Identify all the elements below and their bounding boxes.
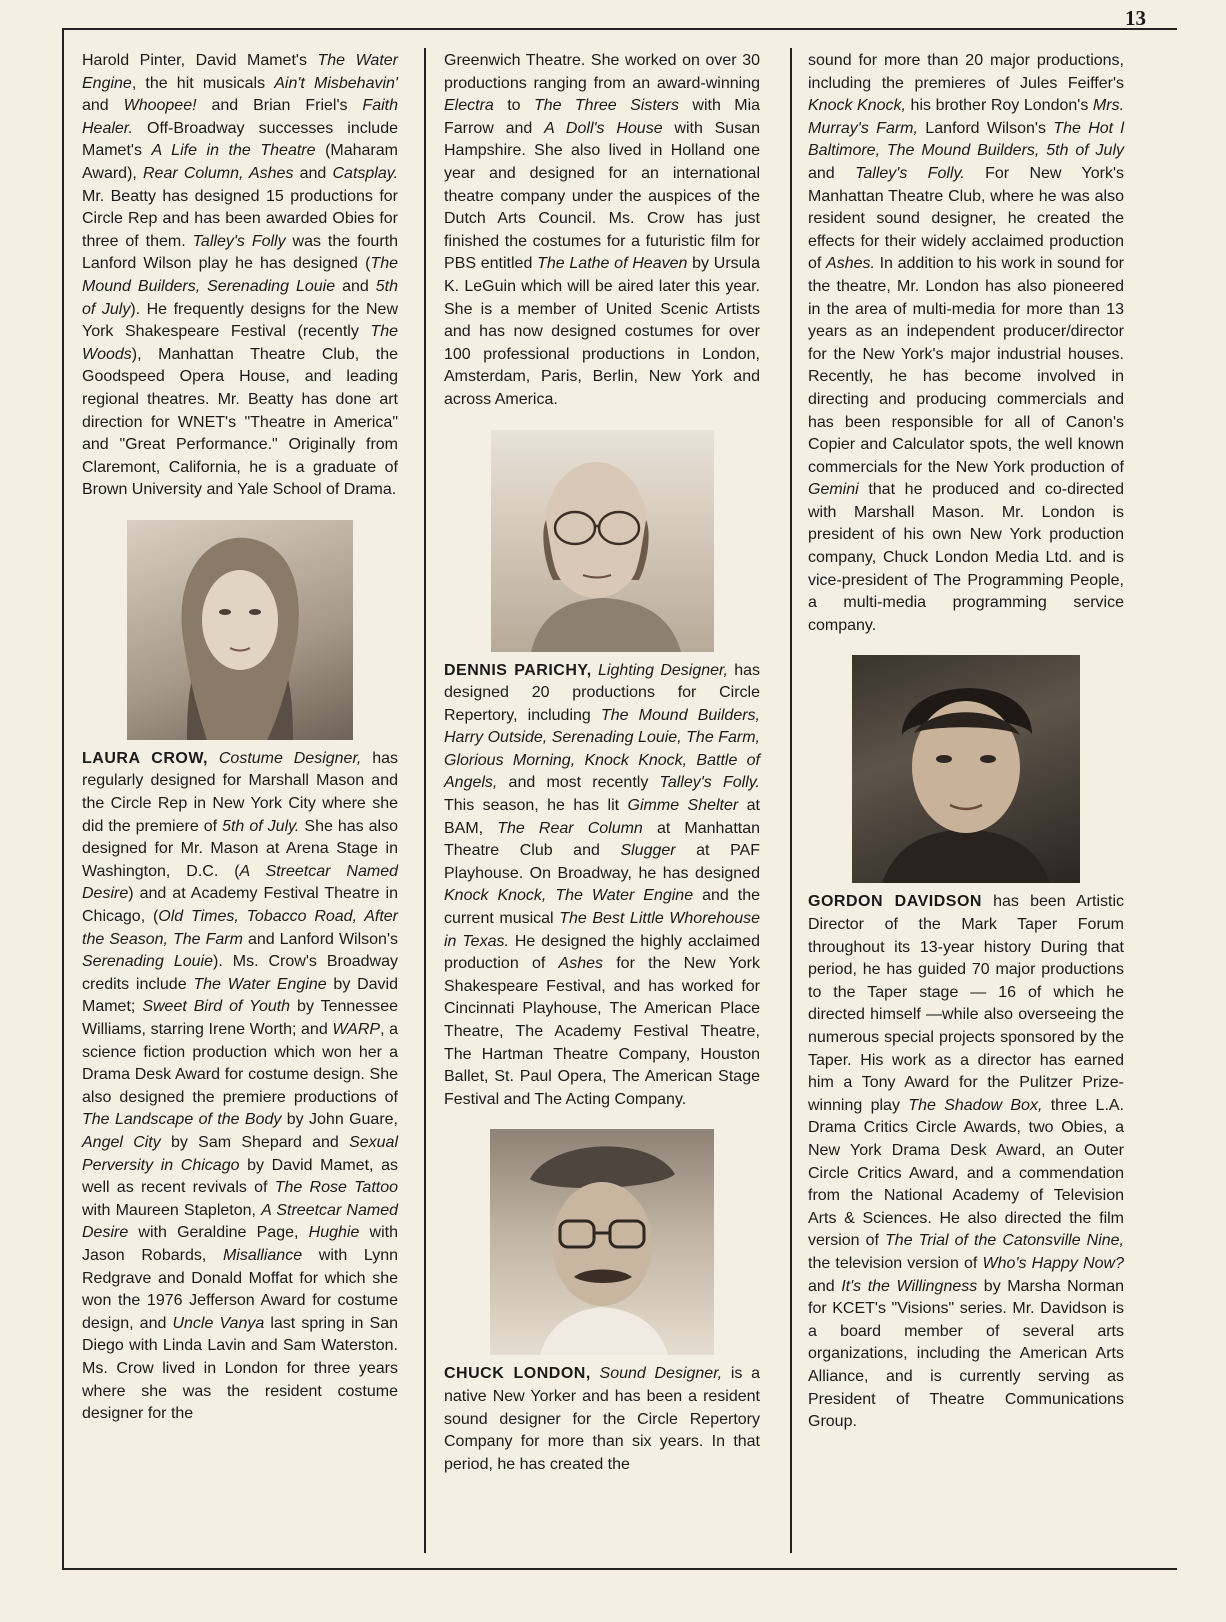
- column-1: [82, 50, 398, 1426]
- title-italic: Sexual Perversity in Chicago: [82, 1133, 398, 1174]
- title-italic: Who's Happy Now?: [982, 1254, 1124, 1272]
- title-italic: Talley's Folly.: [855, 164, 965, 182]
- title-italic: Catsplay.: [332, 164, 399, 182]
- title-italic: A Doll's House: [544, 119, 663, 137]
- title-italic: Slugger: [620, 842, 676, 860]
- title-italic: Gemini: [808, 481, 859, 499]
- title-italic: The Hot l Baltimore, The Mound Builders, 5th of July: [808, 119, 1124, 160]
- title-italic: The Three Sisters: [533, 97, 679, 115]
- title-italic: Electra: [444, 97, 494, 115]
- title-italic: The Water Engine: [82, 52, 398, 92]
- chuck-london-photo: [490, 1129, 714, 1355]
- laura-crow-photo: [127, 520, 353, 740]
- title-italic: The Shadow Box,: [908, 1096, 1043, 1114]
- title-italic: The Rose Tattoo: [274, 1179, 399, 1197]
- title-italic: Ain't Misbehavin': [274, 74, 398, 92]
- gordon-davidson-bio: [808, 891, 1124, 1433]
- title-italic: WARP: [332, 1021, 381, 1038]
- title-italic: Ashes: [558, 955, 603, 973]
- gordon-davidson-photo: [852, 655, 1080, 883]
- title-italic: Knock Knock, The Water Engine: [444, 887, 694, 905]
- beatty-bio-continued: Harold Pinter, David Mamet's The Water Engine, the hit musicals Ain't Misbehavin' and Whoopee! and Brian Friel's Faith Healer. Off-Broadway successes include Mamet's A Life in the Theatre (Maharam Award), Rear Column, Ashes and Catsplay. Mr. Beatty has designed 15 productions for Circle Rep and has been awarded Obies for three of them. Talley's Folly was the fourth Lanford Wilson play he has designed (The Mound Builders, Serenading Louie and 5th of July). He frequently designs for the New York Shakespeare Festival (recently The Woods), Manhattan Theatre Club, the Goodspeed Opera House, and leading regional theatres. Mr. Beatty has done art direction for WNET's "Theatre in America" and "Great Performance." Originally from Claremont, California, he is a graduate of Brown University and Yale School of Drama.: [82, 52, 399, 499]
- title-italic: Whoopee!: [123, 97, 197, 115]
- column-2: [444, 50, 760, 1476]
- title-italic: Serenading Louie: [82, 953, 213, 971]
- dennis-parichy-bio-text: Lighting Designer, has designed 20 productions for Circle Repertory, including The Mound Builders, Harry Outside, Serenading Louie, The Farm, Glorious Morning, Knock Knock, Battle of Angels, and most recently Talley's Folly. This season, he has lit Gimme Shelter at BAM, The Rear Column at Manhattan Theatre Club and Slugger at PAF Playhouse. On Broadway, he has designed Knock Knock, The Water Engine and the current musical The Best Little Whorehouse in Texas. He designed the highly acclaimed production of Ashes for the New York Shakespeare Festival, and has worked for Cincinnati Playhouse, The American Place Theatre, The Academy Festival Theatre, The Hartman Theatre Company, Houston Ballet, St. Paul Opera, The American Stage Festival and The Acting Company.: [444, 661, 761, 1108]
- column-rule: [790, 48, 792, 1553]
- title-italic: The Trial of the Catonsville Nine,: [885, 1232, 1124, 1250]
- portrait-chuck-london: [490, 1129, 714, 1355]
- title-italic: The Landscape of the Body: [82, 1111, 282, 1129]
- title-italic: The Water Engine: [193, 975, 327, 993]
- title-italic: The Lathe of Heaven: [537, 255, 688, 273]
- title-italic: Old Times, Tobacco Road, After the Season, The Farm: [82, 908, 399, 948]
- crow-bio-continued: Greenwich Theatre. She worked on over 30 productions ranging from an award-winning Electra to The Three Sisters with Mia Farrow and A Doll's House with Susan Hampshire. She also lived in Holland one year and designed for an international theatre company under the auspices of the Dutch Arts Council. Ms. Crow has just finished the costumes for a futuristic film for PBS entitled The Lathe of Heaven by Ursula K. LeGuin which will be aired later this year. She is a member of United Scenic Artists and has now designed costumes for over 100 professional productions in London, Amsterdam, Paris, Berlin, New York and across America.: [444, 52, 761, 408]
- portrait-gordon-davidson: [852, 655, 1080, 883]
- chuck-london-bio-text: Sound Designer, is a native New Yorker and has been a resident sound designer for the Circle Repertory Company for more than six years. In that period, he has created the: [444, 1365, 761, 1473]
- title-italic: The Woods: [82, 323, 398, 363]
- chuck-london-bio: [444, 1363, 760, 1476]
- dennis-parichy-bio: [444, 660, 760, 1112]
- title-italic: It's the Willingness: [841, 1277, 978, 1295]
- column-3: [808, 50, 1124, 1434]
- chuck-london-name: CHUCK LONDON,: [444, 1365, 591, 1383]
- title-italic: Faith Healer.: [82, 97, 398, 137]
- london-bio-continued: sound for more than 20 major productions, including the premieres of Jules Feiffer's Knock Knock, his brother Roy London's Mrs. Murray's Farm, Lanford Wilson's The Hot l Baltimore, The Mound Builders, 5th of July and Talley's Folly. For New York's Manhattan Theatre Club, where he was also resident sound designer, he created the effects for their widely acclaimed production of Ashes. In addition to his work in sound for the theatre, Mr. London has also pioneered in the area of multi-media for more than 13 years as an independent producer/director for the New York's major industrial houses. Recently, he has become involved in directing and producing commercials and has been responsible for all of Canon's Copier and Calculator spots, the well known commercials for the New York production of Gemini that he produced and co-directed with Marshall Mason. Mr. London is president of his own New York production company, Chuck London Media Ltd. and is vice-president of The Programming People, a multi-media programming service company.: [808, 52, 1125, 634]
- title-italic: Uncle Vanya: [172, 1314, 265, 1332]
- title-italic: Costume Designer,: [218, 749, 362, 767]
- title-italic: Sweet Bird of Youth: [142, 998, 291, 1016]
- title-italic: A Streetcar Named Desire: [82, 862, 398, 903]
- dennis-parichy-photo: [491, 430, 714, 652]
- page-number: 13: [1125, 6, 1146, 30]
- column-rule: [424, 48, 426, 1553]
- title-italic: Ashes.: [826, 255, 875, 273]
- title-italic: 5th of July.: [222, 817, 300, 835]
- title-italic: Sound Designer,: [599, 1365, 723, 1383]
- portrait-dennis-parichy: [491, 430, 714, 652]
- title-italic: The Rear Column: [497, 819, 643, 837]
- gordon-davidson-bio-text: has been Artistic Director of the Mark Taper Forum throughout its 13-year history During that period, he has guided 70 major productions to the Taper stage — 16 of which he directed himself —while also overseeing the numerous special projects sponsored by the Taper. His work as a director has earned him a Tony Award for the Pulitzer Prize-winning play The Shadow Box, three L.A. Drama Critics Circle Awards, two Obies, a New York Drama Desk Award, an Outer Circle Critics Award, and a commendation from the National Academy of Television Arts & Sciences. He also directed the film version of The Trial of the Catonsville Nine, the television version of Who's Happy Now? and It's the Willingness by Marsha Norman for KCET's "Visions" series. Mr. Davidson is a board member of several arts organizations, including the American Arts Alliance, and is currently serving as President of Theatre Communications Group.: [808, 893, 1125, 1431]
- title-italic: Talley's Folly: [192, 232, 286, 250]
- title-italic: Angel City: [82, 1133, 161, 1151]
- portrait-laura-crow: [127, 520, 353, 740]
- title-italic: Knock Knock,: [808, 97, 906, 115]
- title-italic: A Life in the Theatre: [151, 142, 316, 160]
- laura-crow-bio-text: Costume Designer, has regularly designed for Marshall Mason and the Circle Rep in New York City where she did the premiere of 5th of July. She has also designed for Mr. Mason at Arena Stage in Washington, D.C. (A Streetcar Named Desire) and at Academy Festival Theatre in Chicago, (Old Times, Tobacco Road, After the Season, The Farm and Lanford Wilson's Serenading Louie). Ms. Crow's Broadway credits include The Water Engine by David Mamet; Sweet Bird of Youth by Tennessee Williams, starring Irene Worth; and WARP, a science fiction production which won her a Drama Desk Award for costume design. She also designed the premiere productions of The Landscape of the Body by John Guare, Angel City by Sam Shepard and Sexual Perversity in Chicago by David Mamet, as well as recent revivals of The Rose Tattoo with Maureen Stapleton, A Streetcar Named Desire with Geraldine Page, Hughie with Jason Robards, Misalliance with Lynn Redgrave and Donald Moffat for which she won the 1976 Jefferson Award for costume design, and Uncle Vanya last spring in San Diego with Linda Lavin and Sam Waterston. Ms. Crow lived in London for three years where she was the resident costume designer for the: [82, 749, 399, 1423]
- title-italic: The Mound Builders, Harry Outside, Serenading Louie, The Farm, Glorious Morning, Knock Knock, Battle of Angels,: [444, 706, 760, 792]
- gordon-davidson-name: GORDON DAVIDSON: [808, 893, 982, 911]
- title-italic: Hughie: [308, 1224, 360, 1242]
- title-italic: Rear Column, Ashes: [143, 164, 294, 182]
- title-italic: The Best Little Whorehouse in Texas.: [444, 910, 761, 950]
- dennis-parichy-name: DENNIS PARICHY,: [444, 661, 592, 679]
- title-italic: Mrs. Murray's Farm,: [808, 97, 1125, 137]
- laura-crow-name: LAURA CROW,: [82, 749, 208, 767]
- laura-crow-bio: [82, 748, 398, 1426]
- title-italic: Lighting Designer,: [598, 661, 728, 679]
- title-italic: Gimme Shelter: [627, 797, 739, 815]
- title-italic: Talley's Folly.: [659, 774, 761, 792]
- title-italic: Misalliance: [222, 1246, 303, 1264]
- title-italic: A Streetcar Named Desire: [82, 1201, 398, 1242]
- title-italic: 5th of July: [82, 277, 398, 318]
- title-italic: The Mound Builders, Serenading Louie: [82, 255, 398, 295]
